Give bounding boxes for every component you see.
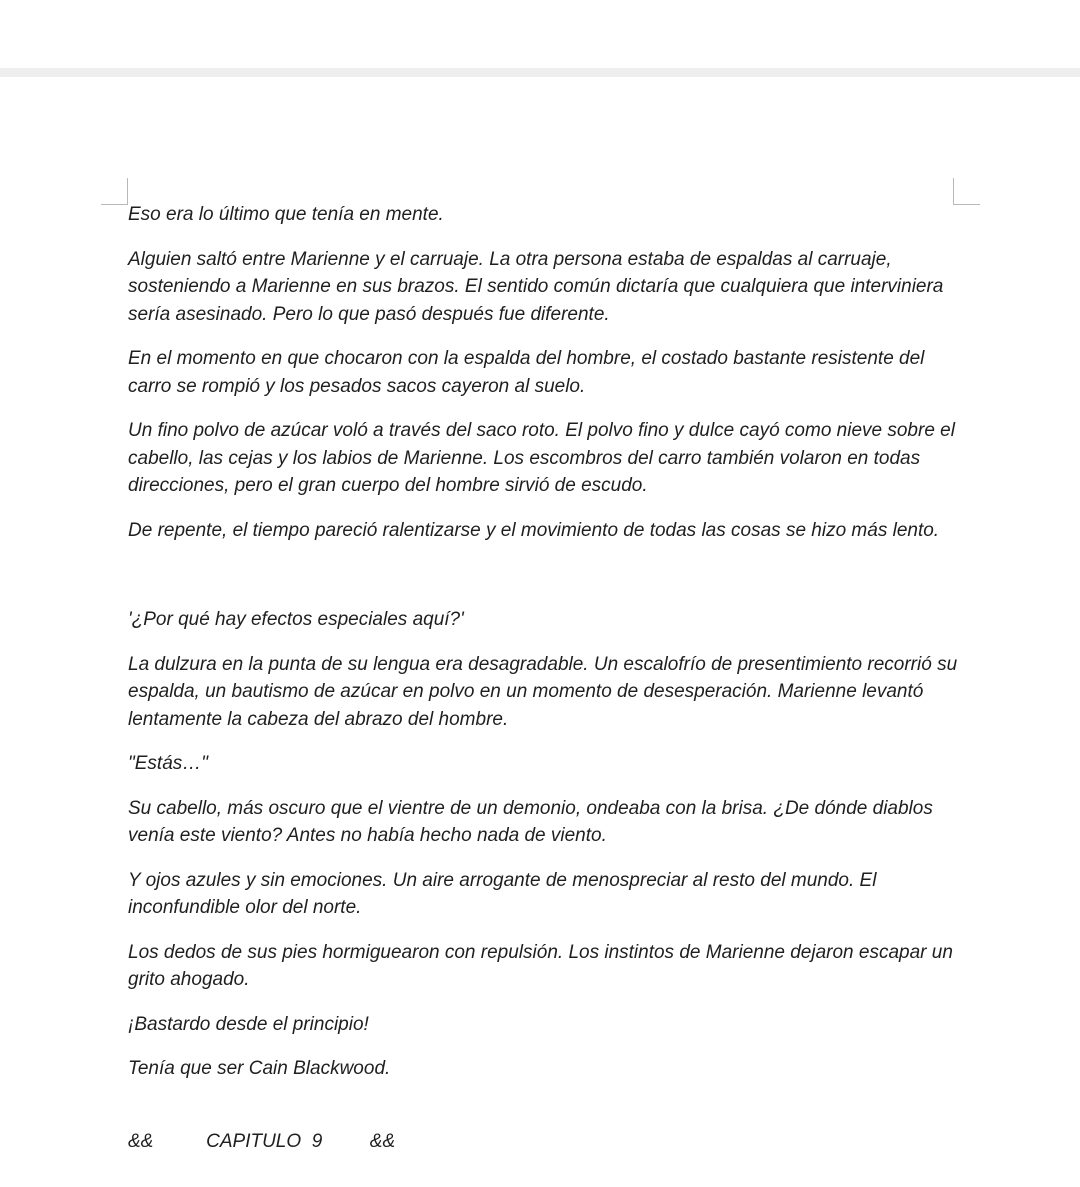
paragraph: Alguien saltó entre Marienne y el carruaje. La otra persona estaba de espaldas al carruaje, sosteniendo a Marienne en sus brazos. El sentido común dictaría que cualquiera que interviniera sería asesinado. Pero lo que pasó después fue diferente. [128,248,944,325]
paragraph: En el momento en que chocaron con la espalda del hombre, el costado bastante resistente del carro se rompió y los pesados sacos cayeron al suelo. [128,348,925,397]
paragraph: Tenía que ser Cain Blackwood. [128,1058,391,1079]
chapter-heading: && CAPITULO 9 && [128,1130,396,1152]
paragraph: '¿Por qué hay efectos especiales aquí?' [128,609,464,630]
paragraph: ¡Bastardo desde el principio! [128,1013,369,1035]
app-top-area [0,0,1080,68]
margin-marker-top-left [101,178,128,205]
paragraph: "Estás…" [128,753,209,774]
toolbar-divider [0,68,1080,77]
paragraph: Los dedos de sus pies hormiguearon con repulsión. Los instintos de Marienne dejaron escapar un grito ahogado. [128,941,953,990]
paragraph: Eso era lo último que tenía en mente. [128,204,444,225]
document-page[interactable] [0,77,1080,1187]
paragraph: La dulzura en la punta de su lengua era desagradable. Un escalofrío de presentimiento recorrió su espalda, un bautismo de azúcar en polvo en un momento de desesperación. Marienne levantó lentamente la cabeza del abrazo del hombre. [128,653,958,730]
paragraph: Y ojos azules y sin emociones. Un aire arrogante de menospreciar al resto del mundo. El inconfundible olor del norte. [128,869,877,918]
paragraph: Su cabello, más oscuro que el vientre de un demonio, ondeaba con la brisa. ¿De dónde diablos venía este viento? Antes no había hecho nada de viento. [128,797,933,846]
paragraph: Un fino polvo de azúcar voló a través del saco roto. El polvo fino y dulce cayó como nieve sobre el cabello, las cejas y los labios de Marienne. Los escombros del carro también volaron en todas direcciones, pero el gran cuerpo del hombre sirvió de escudo. [128,420,955,496]
document-body[interactable] [128,201,968,1172]
paragraph: De repente, el tiempo pareció ralentizarse y el movimiento de todas las cosas se hizo más lento. [128,519,940,541]
